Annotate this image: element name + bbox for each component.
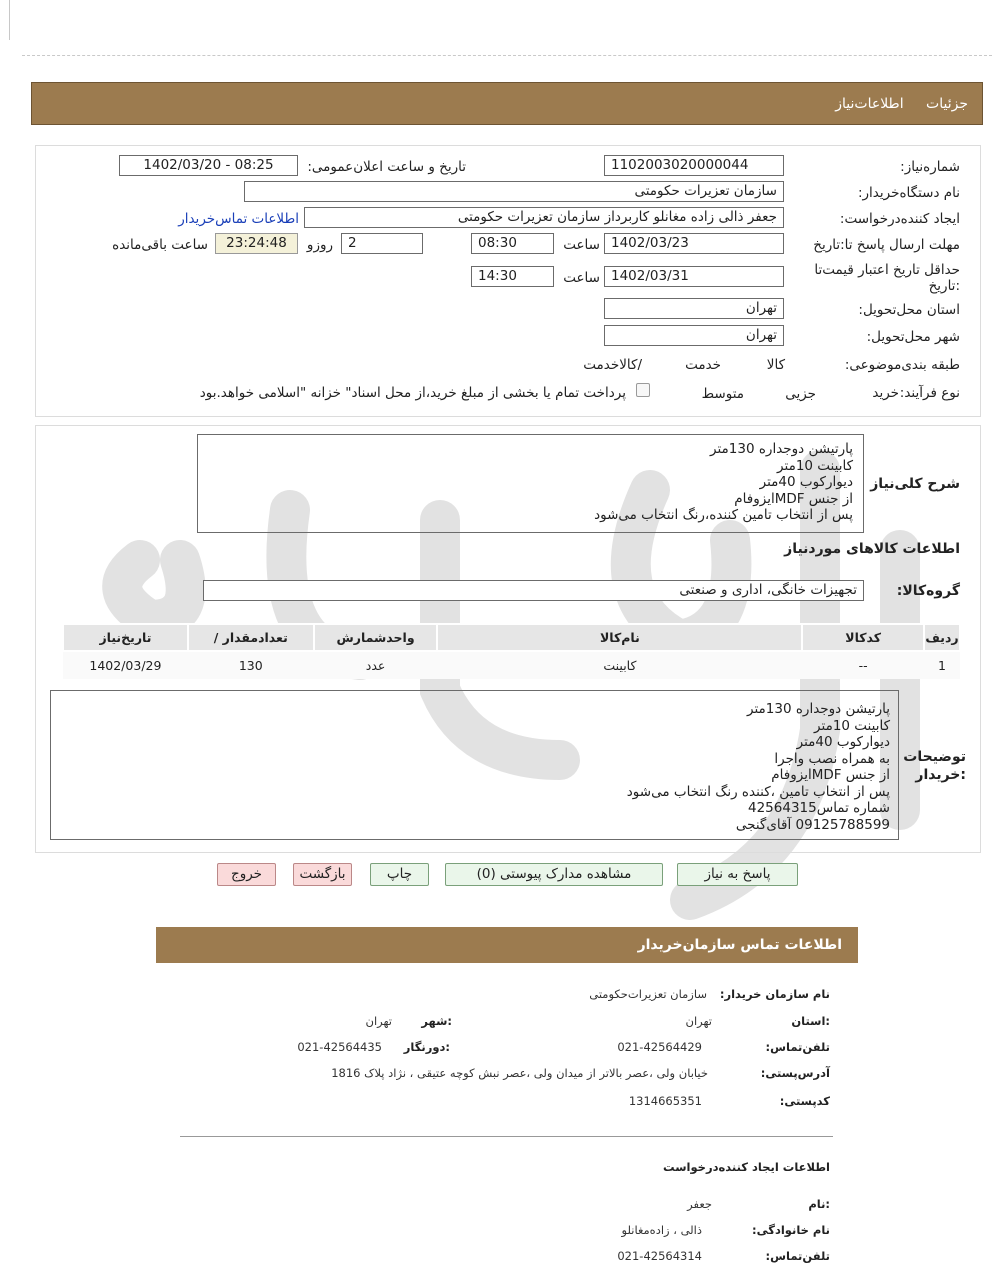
cell-row: 1	[924, 651, 960, 679]
buyer-org-label: نام دستگاه‌خریدار:	[857, 185, 960, 201]
deadline-time-field[interactable]: 08:30	[471, 233, 554, 254]
reply-button[interactable]: پاسخ به نیاز	[677, 863, 798, 886]
back-button[interactable]: بازگشت	[293, 863, 352, 886]
col-qty: تعدادمقدار /	[188, 624, 314, 651]
creator-phone-label: تلفن‌تماس:	[765, 1249, 830, 1263]
process-buy-text: خرید	[872, 385, 899, 401]
goods-table	[62, 623, 961, 679]
col-name: نام‌کالا	[437, 624, 802, 651]
remaining-label: ساعت باقی‌مانده	[112, 237, 208, 253]
goods-section-title: اطلاعات کالاهای موردنیاز	[784, 541, 960, 557]
summary-text: پارتیشن دوجداره 130متر کابینت 10متر دیوارکوب 40متر از جنس MDFایزوفام پس از انتخاب تامین کننده،رنگ انتخاب می‌شود	[197, 434, 864, 533]
creator-name-value: جعفر	[687, 1197, 712, 1211]
contact-postal-value: 1314665351	[628, 1094, 702, 1108]
summary-label: شرح کلی‌نیاز	[870, 476, 960, 492]
city-label: شهر محل‌تحویل:	[866, 329, 960, 345]
contact-phone-label: تلفن‌تماس:	[765, 1040, 830, 1054]
buyer-desc-label-1: توضیحات	[903, 749, 966, 765]
province-field[interactable]: تهران	[604, 298, 784, 319]
buyer-desc-label-2: :خریدار	[915, 767, 966, 783]
col-date: تاریخ‌نیاز	[63, 624, 188, 651]
cell-name: کابینت	[437, 651, 802, 679]
deadline-hour-label: ساعت	[563, 237, 600, 253]
contact-fax-value: 021-42564435	[297, 1040, 382, 1054]
contact-address-label: آدرس‌پستی:	[760, 1066, 830, 1080]
process-small-text: جزیی	[785, 386, 816, 402]
contact-province-label: :استان	[791, 1014, 830, 1028]
col-unit: واحدشمارش	[314, 624, 438, 651]
validity-hour-label: ساعت	[563, 270, 600, 286]
contact-fax-label: :دورنگار	[403, 1040, 450, 1054]
province-label: استان محل‌تحویل:	[858, 302, 960, 318]
cell-unit: عدد	[314, 651, 438, 679]
cell-date: 1402/03/29	[63, 651, 188, 679]
contact-org-label: نام سازمان خریدار:	[719, 987, 830, 1001]
col-code: کدکالا	[802, 624, 924, 651]
creator-phone-value: 021-42564314	[617, 1249, 702, 1263]
creator-label: ایجاد کننده‌درخواست:	[839, 211, 960, 227]
contact-divider	[180, 1136, 833, 1137]
need-number-label: شماره‌نیاز:	[900, 159, 960, 175]
divider	[22, 55, 992, 56]
treasury-payment-text: پرداخت تمام یا بخشی از مبلغ خرید،از محل اسناد" خزانه "اسلامی خواهد.بود	[199, 385, 626, 401]
need-number-field[interactable]: 1102003020000044	[604, 155, 784, 176]
creator-field[interactable]: جعفر ذالی زاده مغانلو کاربرداز سازمان تعزیرات حکومتی	[304, 207, 784, 228]
contact-org-value: سازمان تعزیرات‌حکومتی	[589, 987, 707, 1001]
contact-postal-label: کدپستی:	[779, 1094, 830, 1108]
treasury-payment-checkbox[interactable]	[636, 383, 650, 397]
validity-time-field[interactable]: 14:30	[471, 266, 554, 287]
buyer-org-field[interactable]: سازمان تعزیرات حکومتی	[244, 181, 784, 202]
contact-city-label: :شهر	[421, 1014, 452, 1028]
validity-label-2: :تاریخ	[928, 278, 960, 294]
buyer-contact-link[interactable]: اطلاعات تماس‌خریدار	[178, 211, 299, 227]
city-field[interactable]: تهران	[604, 325, 784, 346]
contact-city-value: تهران	[365, 1014, 392, 1028]
validity-date-field[interactable]: 1402/03/31	[604, 266, 784, 287]
contact-province-value: تهران	[685, 1014, 712, 1028]
tab-details[interactable]: جزئیات	[926, 96, 968, 112]
category-service-text: خدمت	[685, 357, 721, 373]
deadline-label: مهلت ارسال پاسخ تا:تاریخ	[813, 237, 960, 253]
print-button[interactable]: چاپ	[370, 863, 429, 886]
exit-button[interactable]: خروج	[217, 863, 276, 886]
deadline-date-field[interactable]: 1402/03/23	[604, 233, 784, 254]
process-label: نوع فرآیند:	[899, 385, 960, 401]
announce-label: تاریخ و ساعت اعلان‌عمومی:	[307, 159, 466, 175]
tab-need-info[interactable]: اطلاعات‌نیاز	[835, 96, 904, 112]
remaining-timer: 23:24:48	[215, 233, 298, 254]
contact-address-value: خیابان ولی ،عصر بالاتر از میدان ولی ،عصر نبش کوچه عتیقی ، نژاد پلاک 1816	[331, 1066, 708, 1080]
validity-label-1: حداقل تاریخ اعتبار قیمت‌تا	[814, 262, 960, 278]
goods-group-label: گروه‌کالا:	[896, 583, 960, 599]
goods-group-field[interactable]: تجهیزات خانگی، اداری و صنعتی	[203, 580, 864, 601]
top-bar	[31, 82, 983, 125]
creator-family-value: ذالی ، زاده‌مغانلو	[621, 1223, 702, 1237]
contact-section-title: اطلاعات تماس سازمان‌خریدار	[156, 927, 858, 963]
category-both-text: /کالاخدمت	[583, 357, 642, 373]
cell-qty: 130	[188, 651, 314, 679]
announce-field[interactable]: 1402/03/20 - 08:25	[119, 155, 298, 176]
contact-phone-value: 021-42564429	[617, 1040, 702, 1054]
creator-family-label: نام خانوادگی:	[752, 1223, 830, 1237]
days-field[interactable]: 2	[341, 233, 423, 254]
creator-section-title: اطلاعات ایجاد کننده‌درخواست	[663, 1160, 830, 1174]
col-row: ردیف	[924, 624, 960, 651]
days-label: روزو	[306, 237, 333, 253]
category-label: طبقه بندی‌موضوعی:	[844, 357, 960, 373]
process-medium-text: متوسط	[701, 386, 744, 402]
table-header-row	[63, 624, 960, 651]
cell-code: --	[802, 651, 924, 679]
buyer-desc-text: پارتیشن دوجداره 130متر کابینت 10متر دیوارکوب 40متر به همراه نصب واجرا از جنس MDFایزوفام پس از انتخاب تامین ،کننده رنگ انتخاب می‌شود شماره تماس42564315 09125788599 آقای‌گنجی	[50, 690, 899, 840]
table-row[interactable]	[63, 651, 960, 679]
creator-name-label: :نام	[808, 1197, 830, 1211]
category-goods-text: کالا	[766, 357, 785, 373]
attachments-button[interactable]: مشاهده مدارک پیوستی (0)	[445, 863, 663, 886]
frame-edge	[9, 0, 10, 40]
